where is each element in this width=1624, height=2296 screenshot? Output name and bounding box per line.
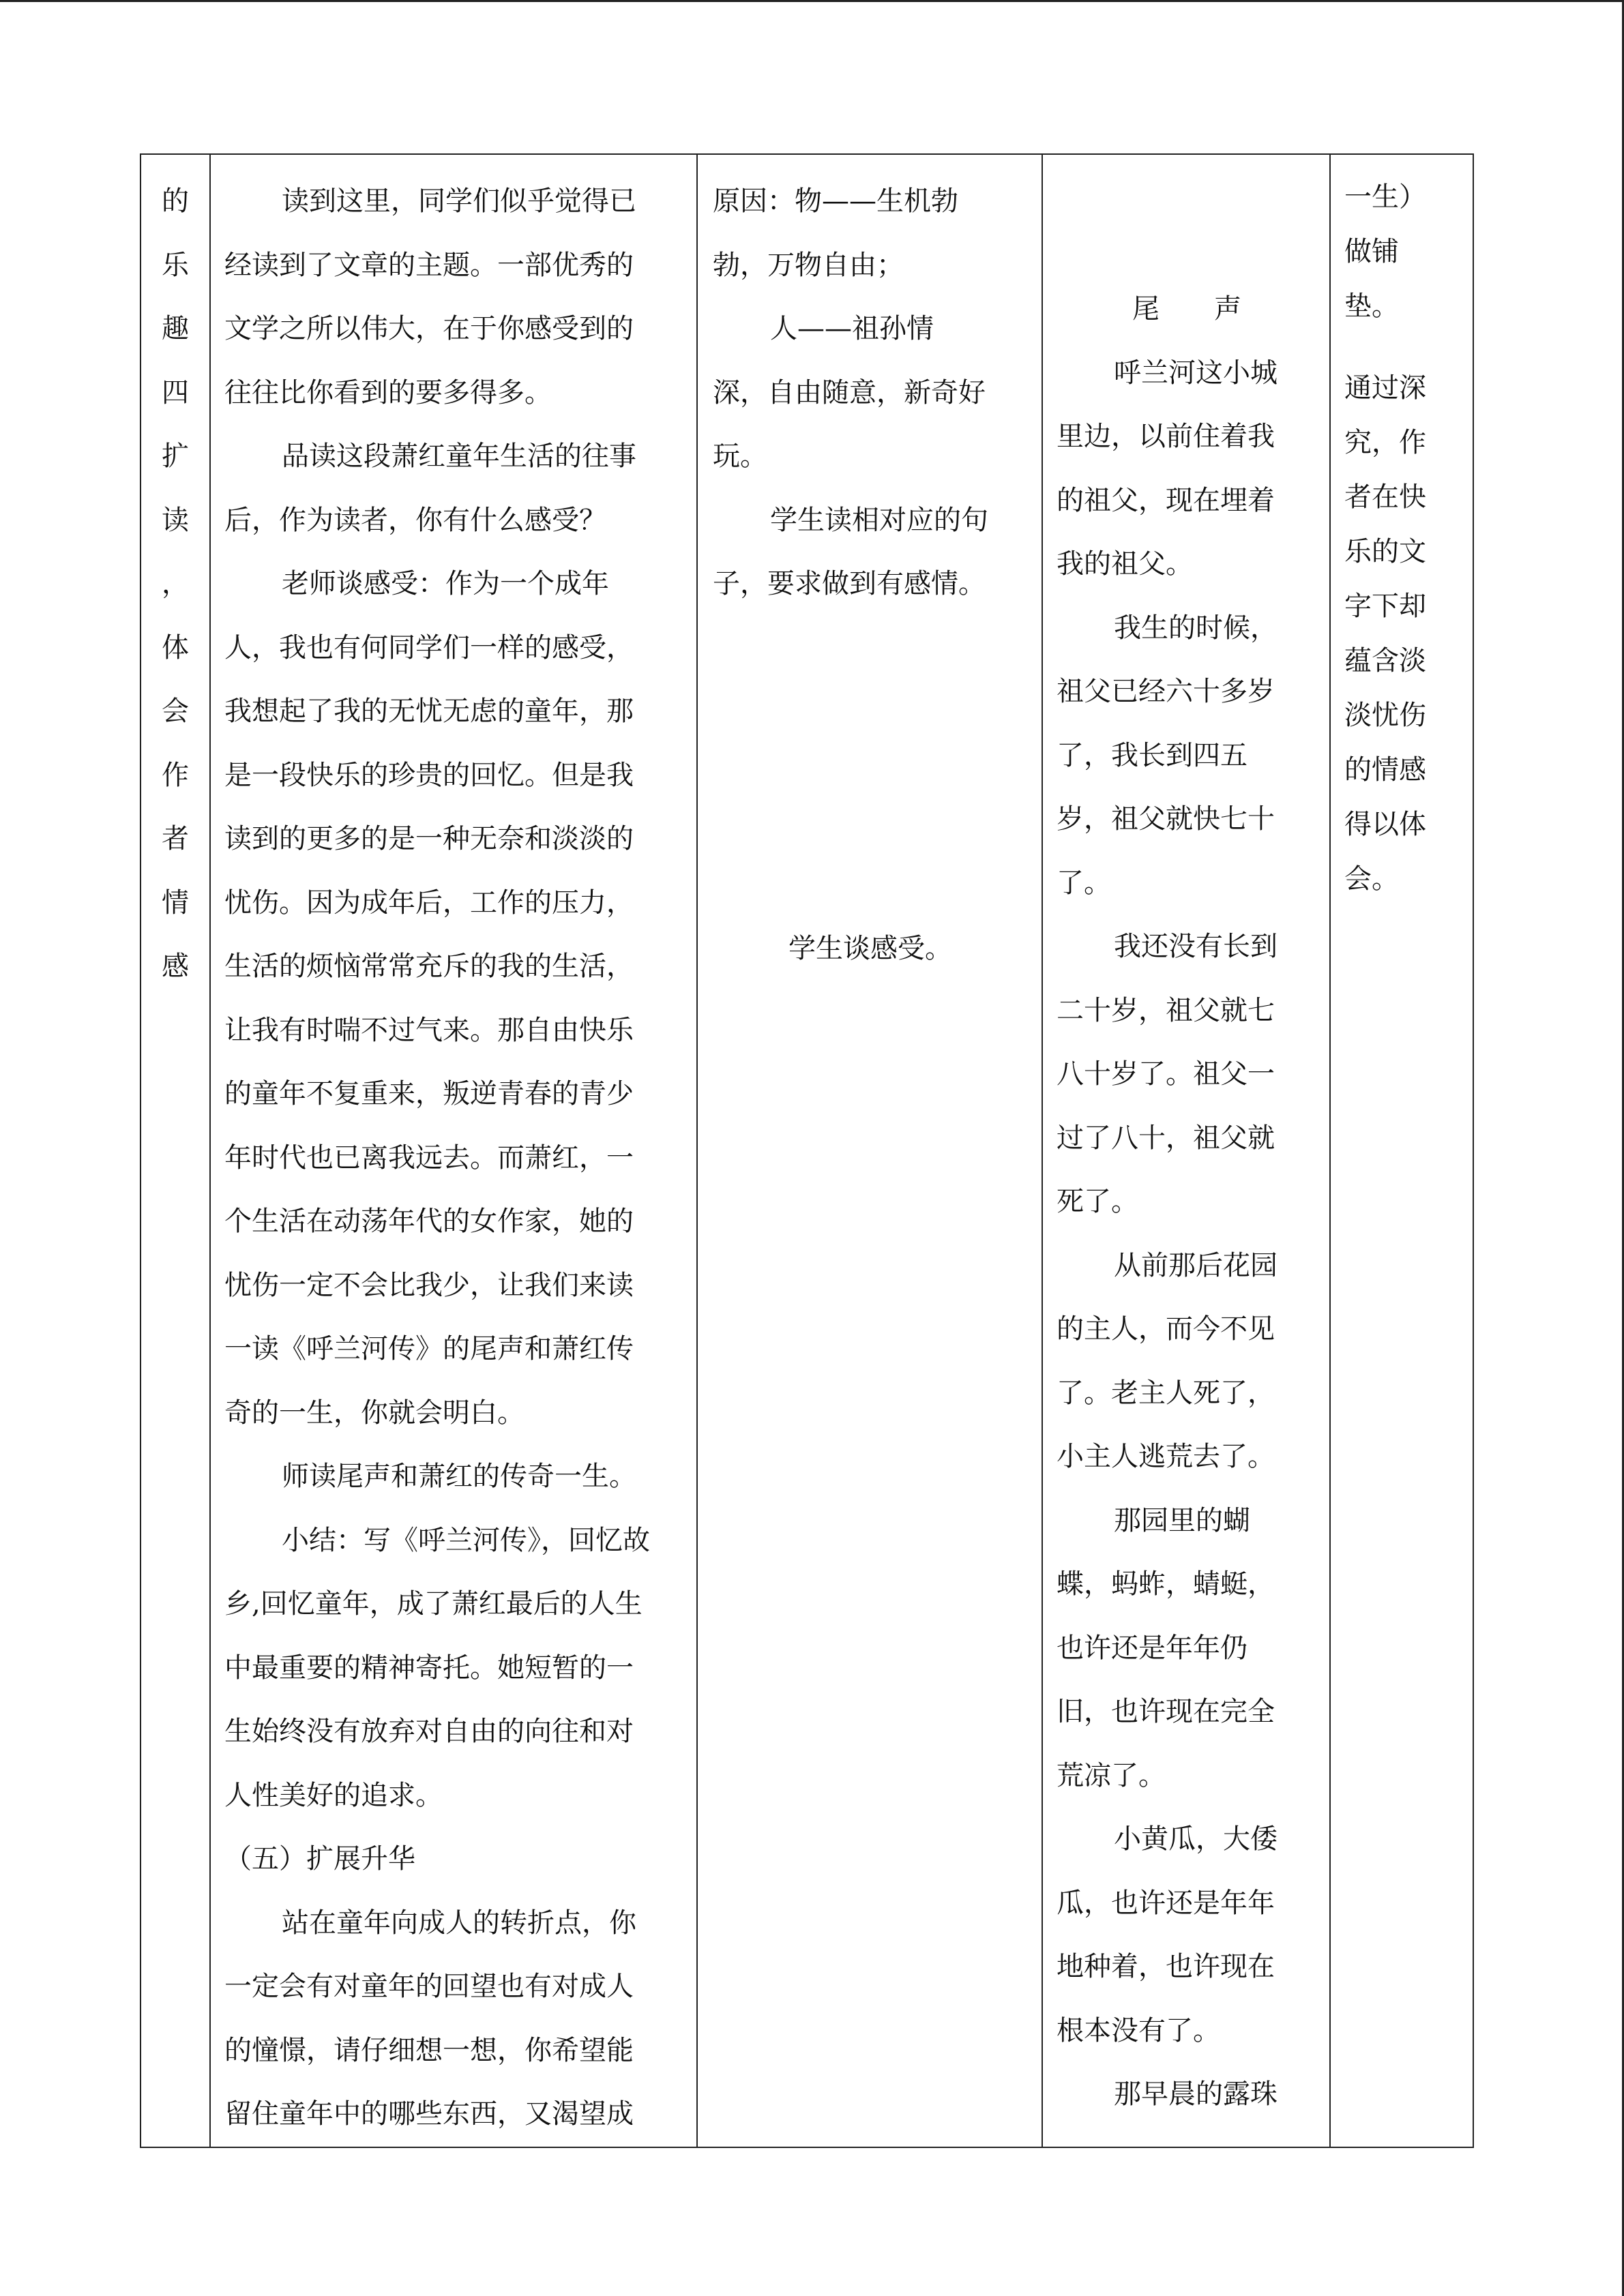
- teacher-activity-column: [210, 154, 697, 2147]
- text-line: 做铺: [1344, 236, 1399, 267]
- material-paragraph: [1057, 1489, 1317, 1808]
- material-paragraph: [1057, 915, 1317, 1234]
- text-line: 祖父已经六十多岁: [1057, 676, 1275, 707]
- text-line: 淡忧伤: [1344, 700, 1426, 731]
- text-line: 里边，以前住着我: [1057, 421, 1275, 452]
- text-line: 读到的更多的是一种无奈和淡淡的: [224, 823, 634, 854]
- text-line: 我生的时候，: [1114, 612, 1278, 644]
- text-line: 师读尾声和萧红的传奇一生。: [282, 1461, 636, 1492]
- text-line: 了，我长到四五: [1057, 739, 1247, 771]
- text-line: 我的祖父。: [1057, 548, 1193, 580]
- text-line: 的主人，而今不见: [1057, 1313, 1275, 1345]
- material-paragraph: [1057, 342, 1317, 597]
- design-intent-column: [1330, 154, 1473, 2147]
- student-paragraph: [713, 170, 1028, 297]
- student-response-text: 学生谈感受。: [788, 932, 952, 964]
- text-line: 小结：写《呼兰河传》，回忆故: [282, 1524, 650, 1556]
- text-line: 往往比你看到的要多得多。: [224, 376, 552, 408]
- text-line: 中最重要的精神寄托。她短暂的一: [224, 1652, 634, 1684]
- material-paragraph: [1057, 1234, 1317, 1489]
- stage-label-char: 的: [162, 185, 189, 217]
- stage-label-char: 感: [162, 951, 189, 982]
- text-line: 通过深: [1344, 372, 1426, 404]
- lesson-plan-table: [140, 153, 1474, 2148]
- teacher-paragraph: [224, 1892, 680, 2147]
- teacher-paragraph: [224, 1445, 680, 1509]
- stage-vertical-label: [141, 155, 209, 999]
- text-line: 了。老主人死了，: [1057, 1377, 1275, 1409]
- text-line: 也许还是年年仍: [1057, 1632, 1247, 1664]
- text-line: 那早晨的露珠: [1114, 2078, 1278, 2110]
- text-line: 究，作: [1344, 427, 1426, 458]
- teacher-paragraph: [224, 425, 680, 552]
- student-paragraph: [713, 489, 1028, 616]
- text-line: 是一段快乐的珍贵的回忆。但是我: [224, 759, 634, 791]
- text-line: 者在快: [1344, 481, 1426, 513]
- text-line: 文学之所以伟大，在于你感受到的: [224, 313, 634, 344]
- material-title: 尾 声: [1132, 293, 1241, 325]
- stage-label-char: 者: [162, 823, 189, 854]
- text-line: （五）扩展升华: [224, 1843, 415, 1875]
- text-line: 读到这里，同学们似乎觉得已: [282, 185, 636, 217]
- text-line: 岁，祖父就快七十: [1057, 803, 1275, 835]
- text-line: 学生读相对应的句: [770, 504, 988, 536]
- text-line: 玩。: [713, 441, 767, 472]
- text-line: 地种着，也许现在: [1057, 1951, 1275, 1982]
- text-line: 经读到了文章的主题。一部优秀的: [224, 249, 634, 281]
- stage-label-char: 乐: [162, 249, 189, 281]
- text-line: 死了。: [1057, 1186, 1138, 1217]
- text-line: 年时代也已离我远去。而萧红，一: [224, 1142, 634, 1174]
- top-border-line: [0, 0, 1624, 2]
- material-paragraph: [1057, 597, 1317, 916]
- stage-label-char: 读: [162, 504, 189, 536]
- text-line: 的童年不复重来，叛逆青春的青少: [224, 1078, 634, 1109]
- material-paragraph: [1057, 2063, 1317, 2127]
- text-line: 老师谈感受：作为一个成年: [282, 568, 609, 599]
- material-column: [1042, 154, 1330, 2147]
- text-line: 人性美好的追求。: [224, 1779, 443, 1811]
- text-line: 品读这段萧红童年生活的往事: [282, 441, 636, 472]
- text-line: 一读《呼兰河传》的尾声和萧红传: [224, 1333, 634, 1365]
- text-line: 的憧憬，请仔细想一想，你希望能: [224, 2034, 634, 2066]
- text-line: 人，我也有何同学们一样的感受，: [224, 631, 634, 664]
- text-line: 八十岁了。祖父一: [1057, 1058, 1275, 1090]
- text-line: 原因：物——生机勃: [713, 185, 958, 217]
- stage-column: [141, 154, 210, 2147]
- stage-label-char: 体: [162, 631, 189, 664]
- stage-label-char: 扩: [162, 441, 189, 472]
- text-line: 二十岁，祖父就七: [1057, 994, 1275, 1026]
- text-line: 深，自由随意，新奇好: [713, 376, 986, 408]
- text-line: 乐的文: [1344, 536, 1426, 567]
- text-line: 根本没有了。: [1057, 2014, 1220, 2046]
- text-line: 小主人逃荒去了。: [1057, 1441, 1275, 1472]
- text-line: 忧伤一定不会比我少，让我们来读: [224, 1269, 634, 1301]
- text-line: 旧，也许现在完全: [1057, 1696, 1275, 1727]
- stage-label-char: 四: [162, 376, 189, 408]
- stage-label-char: 会: [162, 696, 189, 727]
- text-line: 勃，万物自由；: [713, 249, 904, 281]
- text-line: 一定会有对童年的回望也有对成人: [224, 1971, 634, 2002]
- text-line: 会。: [1344, 863, 1399, 895]
- text-line: 人——祖孙情: [770, 313, 934, 344]
- teacher-paragraph: [224, 1509, 680, 1828]
- student-paragraph: [713, 297, 1028, 489]
- stage-label-char: 情: [162, 886, 189, 919]
- text-line: 瓜，也许还是年年: [1057, 1887, 1275, 1919]
- stage-label-char: 趣: [162, 313, 189, 344]
- text-line: 字下却: [1344, 591, 1426, 622]
- teacher-paragraph: [224, 170, 680, 425]
- text-line: 的祖父，现在埋着: [1057, 484, 1275, 516]
- text-line: 过了八十，祖父就: [1057, 1122, 1275, 1154]
- text-line: 后，作为读者，你有什么感受？: [224, 504, 606, 536]
- text-line: 让我有时喘不过气来。那自由快乐: [224, 1014, 634, 1046]
- stage-label-char: 作: [162, 759, 189, 791]
- text-line: 蝶，蚂蚱，蜻蜓，: [1057, 1568, 1275, 1600]
- text-line: 一生）: [1344, 181, 1426, 213]
- text-line: 垫。: [1344, 290, 1399, 322]
- student-activity-column: [697, 154, 1042, 2147]
- text-line: 小黄瓜，大倭: [1114, 1823, 1278, 1855]
- table-row: [141, 154, 1473, 2147]
- text-line: 的情感: [1344, 754, 1426, 786]
- teacher-paragraph: [224, 1828, 680, 1892]
- text-line: 子，要求做到有感情。: [713, 568, 986, 599]
- text-line: 生始终没有放弃对自由的向往和对: [224, 1716, 634, 1747]
- text-line: 那园里的蝴: [1114, 1504, 1250, 1536]
- text-line: 留住童年中的哪些东西，又渴望成: [224, 2098, 634, 2130]
- text-line: 蕴含淡: [1344, 645, 1426, 676]
- text-line: 生活的烦恼常常充斥的我的生活，: [224, 951, 634, 982]
- text-line: 个生活在动荡年代的女作家，她的: [224, 1206, 634, 1237]
- text-line: 荒凉了。: [1057, 1759, 1166, 1791]
- text-line: 忧伤。因为成年后，工作的压力，: [224, 886, 634, 919]
- text-line: 呼兰河这小城: [1114, 357, 1278, 389]
- teacher-paragraph: [224, 552, 680, 1445]
- stage-label-char: ，: [162, 568, 189, 599]
- text-line: 站在童年向成人的转折点，你: [282, 1907, 636, 1939]
- material-paragraph: [1057, 1808, 1317, 2063]
- text-line: 我想起了我的无忧无虑的童年，那: [224, 696, 634, 727]
- text-line: 奇的一生，你就会明白。: [224, 1397, 525, 1429]
- text-line: 从前那后花园: [1114, 1249, 1278, 1281]
- text-line: 了。: [1057, 867, 1111, 899]
- text-line: 得以体: [1344, 809, 1426, 840]
- text-line: 乡,回忆童年，成了萧红最后的人生: [224, 1588, 643, 1620]
- text-line: 我还没有长到: [1114, 931, 1278, 962]
